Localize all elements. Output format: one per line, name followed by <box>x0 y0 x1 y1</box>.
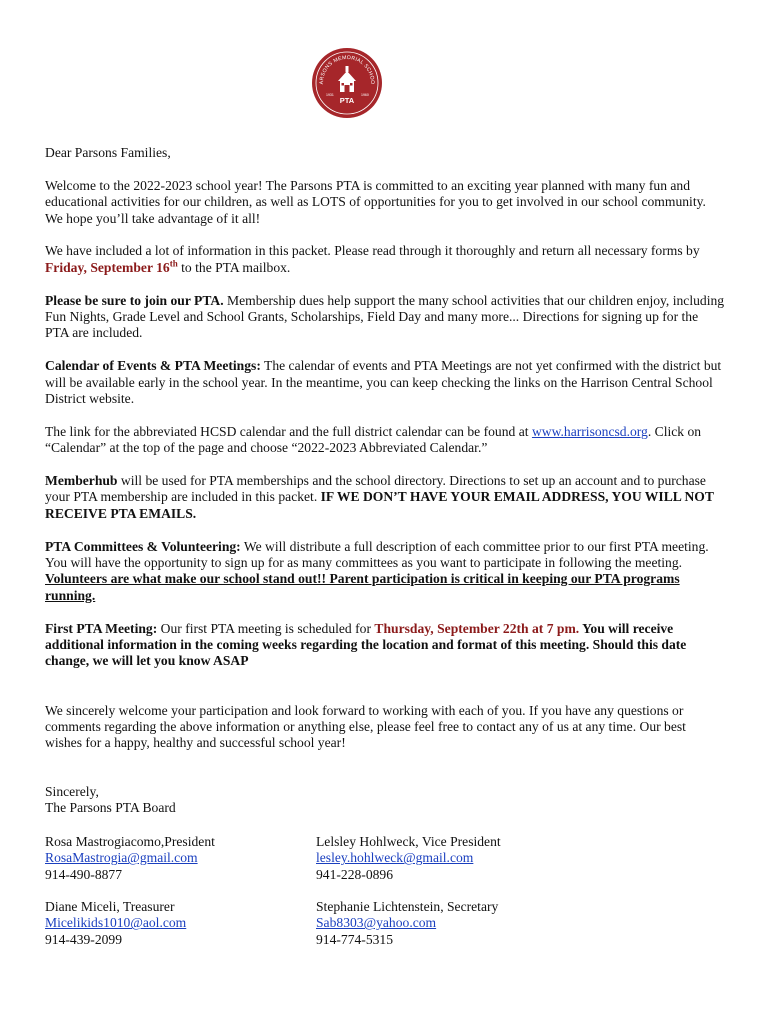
deadline-date-suffix: th <box>169 258 178 269</box>
contact-vice-president <box>316 834 586 883</box>
contact-treasurer <box>45 899 315 948</box>
calendar-heading: Calendar of Events & PTA Meetings: <box>45 358 261 374</box>
membership-paragraph <box>45 293 725 342</box>
memberhub-paragraph <box>45 473 725 522</box>
contact-phone: 914-490-8877 <box>45 866 123 882</box>
contact-phone: 914-439-2099 <box>45 931 123 947</box>
memberhub-heading: Memberhub <box>45 473 118 489</box>
contact-name: Rosa Mastrogiacomo,President <box>45 834 215 849</box>
contact-name: Stephanie Lichtenstein, Secretary <box>316 899 499 914</box>
email-warning: IF WE DON’T HAVE YOUR EMAIL ADDRESS, YOU WILL NOT RECEIVE PTA EMAILS. <box>45 489 714 521</box>
contact-president <box>45 834 315 883</box>
first-meeting-text: Our first PTA meeting is scheduled for <box>157 620 375 636</box>
contact-name: Diane Miceli, Treasurer <box>45 899 175 914</box>
contact-email-link[interactable]: RosaMastrogia@gmail.com <box>45 850 198 866</box>
closing-word: Sincerely, <box>45 784 99 799</box>
deadline-date-text: Friday, September 16 <box>45 259 170 275</box>
contact-phone: 941-228-0896 <box>316 866 394 882</box>
board-signature: The Parsons PTA Board <box>45 800 176 816</box>
logo-right-year: 1960 <box>361 93 369 97</box>
packet-paragraph <box>45 243 725 276</box>
contact-email-link[interactable]: lesley.hohlweck@gmail.com <box>316 850 474 866</box>
greeting: Dear Parsons Families, <box>45 145 171 160</box>
packet-text-b: to the PTA mailbox. <box>177 259 291 275</box>
contact-email-link[interactable]: Sab8303@yahoo.com <box>316 915 437 931</box>
calendar-link-text-b: . Click on “Calendar” at the top of the page and choose “2022-2023 Abbreviated Calendar.” <box>45 423 702 456</box>
committees-paragraph <box>45 539 725 605</box>
signoff <box>45 784 176 817</box>
letter-body <box>45 145 725 768</box>
calendar-link-text-a: The link for the abbreviated HCSD calendar and the full district calendar can be found at <box>45 423 532 439</box>
committees-text: We will distribute a full description of each committee prior to our first PTA meeting. You will have the opportunity to sign up for as many committees as you want to participate in following the meeting. <box>45 538 709 571</box>
contact-email-link[interactable]: Micelikids1010@aol.com <box>45 915 187 931</box>
committees-heading: PTA Committees & Volunteering: <box>45 538 241 554</box>
first-meeting-paragraph <box>45 621 725 670</box>
logo-left-year: 1931 <box>326 93 334 97</box>
contact-phone: 914-774-5315 <box>316 931 394 947</box>
calendar-link-paragraph <box>45 424 725 457</box>
welcome-paragraph: Welcome to the 2022-2023 school year! The Parsons PTA is committed to an exciting year planned with many fun and educational activities for our children, as well as LOTS of opportunities for you to get involved in our school community. We hope you’ll take advantage of it all! <box>45 177 706 226</box>
memberhub-text: will be used for PTA memberships and the school directory. Directions to set up an account and to purchase your PTA membership are included in this packet. <box>45 473 706 505</box>
logo-arc-text: ARSONS MEMORIAL SCHOO <box>318 54 376 85</box>
closing-paragraph: We sincerely welcome your participation and look forward to working with each of you. If you have any questions or comments regarding the above information or anything else, please feel free to contact any of us at any time. Our best wishes for a happy, healthy and successful school year! <box>45 702 686 751</box>
school-seal-icon <box>311 47 383 119</box>
membership-text: Membership dues help support the many school activities that our children enjoy, including Fun Nights, Grade Level and School Grants, Scholarships, Field Day and many more... Directions for signing up for the PTA are included. <box>45 292 725 341</box>
meeting-date: Thursday, September 22th at 7 pm. <box>374 620 580 636</box>
logo-pta-label: PTA <box>339 96 355 105</box>
first-meeting-details: You will receive additional information in the coming weeks regarding the location and format of this meeting. Should this date change, we will let you know ASAP <box>45 620 687 669</box>
volunteer-callout: Volunteers are what make our school stand out!! Parent participation is critical in keeping our PTA programs running. <box>45 571 680 603</box>
district-website-link[interactable]: www.harrisoncsd.org <box>531 423 648 439</box>
calendar-paragraph <box>45 358 725 407</box>
deadline-date <box>45 260 178 275</box>
contact-secretary <box>316 899 586 948</box>
membership-heading: Please be sure to join our PTA. <box>45 292 224 308</box>
packet-text-a: We have included a lot of information in this packet. Please read through it thoroughly and return all necessary forms by <box>45 243 700 259</box>
first-meeting-heading: First PTA Meeting: <box>45 620 158 636</box>
pta-logo <box>311 47 383 119</box>
contact-name: Lelsley Hohlweck, Vice President <box>316 834 501 849</box>
calendar-text: The calendar of events and PTA Meetings are not yet confirmed with the district but will be available early in the school year. In the meantime, you can keep checking the links on the Harrison Central School District website. <box>45 358 722 407</box>
